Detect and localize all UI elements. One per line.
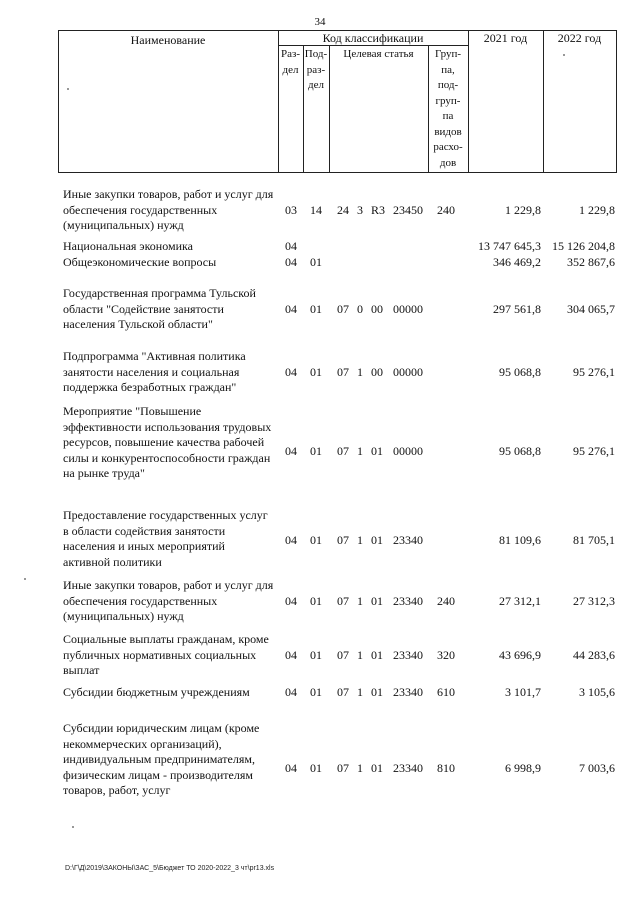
header-expense-group: Груп- па, под- груп- па видов расхо- дов: [433, 48, 463, 169]
row-amount-2021: 43 696,9: [499, 647, 541, 662]
row-target-subprogram: 1: [357, 761, 363, 776]
row-amount-2021: 95 068,8: [499, 364, 541, 379]
row-podrazdel: 01: [310, 255, 322, 269]
row-podrazdel: 01: [310, 364, 322, 379]
row-target-program: 07: [337, 364, 349, 379]
row-razdel: 04: [285, 444, 297, 459]
row-target-direction: 23340: [393, 761, 423, 776]
row-amount-2021: 81 109,6: [499, 532, 541, 547]
row-amount-2022: 81 705,1: [573, 532, 615, 547]
row-target-program: 07: [337, 685, 349, 699]
row-podrazdel: 01: [310, 685, 322, 699]
row-target-program: 24: [337, 202, 349, 217]
row-target-direction: 23340: [393, 685, 423, 699]
row-target-subprogram: 1: [357, 532, 363, 547]
row-target-program: 07: [337, 647, 349, 662]
row-target-subprogram: 1: [357, 593, 363, 608]
scan-speck: [563, 54, 565, 56]
row-amount-2022: 95 276,1: [573, 444, 615, 459]
header-name: Наименование: [130, 33, 206, 47]
row-target-subprogram: 0: [357, 301, 363, 316]
row-podrazdel: 01: [310, 532, 322, 547]
row-podrazdel: 14: [310, 202, 322, 217]
row-name: Государственная программа Тульской области "Содействие занятости населения Тульской области": [63, 286, 256, 331]
row-amount-2022: 27 312,3: [573, 593, 615, 608]
row-razdel: 04: [285, 255, 297, 269]
scan-speck: [24, 578, 26, 580]
row-razdel: 04: [285, 761, 297, 776]
row-amount-2022: 304 065,7: [567, 301, 615, 316]
row-razdel: 04: [285, 364, 297, 379]
row-target-event: 01: [371, 761, 383, 776]
scan-speck: [72, 826, 74, 828]
header-year-2021: 2021 год: [483, 31, 528, 45]
row-razdel: 04: [285, 532, 297, 547]
row-amount-2021: 27 312,1: [499, 593, 541, 608]
row-name: Иные закупки товаров, работ и услуг для обеспечения государственных (муниципальных) нужд: [63, 578, 274, 623]
row-target-event: 00: [371, 364, 383, 379]
row-target-direction: 00000: [393, 364, 423, 379]
row-podrazdel: 01: [310, 444, 322, 459]
row-target-program: 07: [337, 761, 349, 776]
row-razdel: 04: [285, 593, 297, 608]
row-podrazdel: 01: [310, 761, 322, 776]
row-expense-group: 240: [437, 202, 455, 217]
row-target-program: 07: [337, 593, 349, 608]
row-name: Иные закупки товаров, работ и услуг для обеспечения государственных (муниципальных) нужд: [63, 187, 274, 232]
row-name: Общеэкономические вопросы: [63, 255, 217, 269]
row-target-event: 01: [371, 593, 383, 608]
row-target-direction: 23340: [393, 593, 423, 608]
row-name: Мероприятие "Повышение эффективности использования трудовых ресурсов, повышение качества рабочей силы и конкурентоспособности граждан на рынке труда": [63, 404, 272, 480]
row-target-subprogram: 1: [357, 685, 363, 699]
row-amount-2021: 1 229,8: [505, 202, 541, 217]
row-target-event: R3: [371, 202, 386, 217]
file-path-footer: D:\Г\Д\2019\ЗАКОНЫ\ЗАС_5\Бюджет ТО 2020-2022_3 чт\pr13.xls: [65, 865, 275, 872]
row-razdel: 04: [285, 301, 297, 316]
header-razdel: Раз- дел: [280, 48, 300, 76]
row-name: Подпрограмма "Активная политика занятости населения и социальная поддержка безработных граждан": [63, 349, 246, 394]
row-amount-2022: 44 283,6: [573, 647, 615, 662]
row-razdel: 04: [285, 685, 297, 699]
header-year-2022: 2022 год: [557, 31, 602, 45]
row-target-direction: 23340: [393, 647, 423, 662]
row-expense-group: 320: [437, 647, 455, 662]
page-number: 34: [314, 16, 326, 28]
row-amount-2021: 3 101,7: [505, 685, 541, 699]
row-target-direction: 00000: [393, 444, 423, 459]
row-name: Национальная экономика: [63, 239, 193, 253]
row-target-direction: 23450: [393, 202, 423, 217]
row-amount-2022: 7 003,6: [579, 761, 615, 776]
row-target-event: 01: [371, 532, 383, 547]
row-target-program: 07: [337, 444, 349, 459]
header-target-article: Целевая статья: [343, 48, 414, 60]
row-amount-2021: 297 561,8: [493, 301, 541, 316]
row-target-event: 01: [371, 647, 383, 662]
row-razdel: 03: [285, 202, 297, 217]
row-target-program: 07: [337, 532, 349, 547]
row-target-direction: 00000: [393, 301, 423, 316]
header-classification: Код классификации: [322, 31, 424, 45]
header-podrazdel: Под- раз- дел: [304, 48, 328, 91]
row-podrazdel: 01: [310, 301, 322, 316]
row-amount-2022: 3 105,6: [579, 685, 615, 699]
row-amount-2021: 346 469,2: [493, 255, 541, 269]
row-target-subprogram: 1: [357, 647, 363, 662]
row-expense-group: 610: [437, 685, 455, 699]
row-target-event: 01: [371, 444, 383, 459]
row-target-event: 01: [371, 685, 383, 699]
row-target-subprogram: 3: [357, 202, 363, 217]
row-amount-2021: 6 998,9: [505, 761, 541, 776]
row-podrazdel: 01: [310, 593, 322, 608]
row-amount-2022: 15 126 204,8: [552, 239, 615, 253]
row-expense-group: 810: [437, 761, 455, 776]
row-name: Предоставление государственных услуг в области содействия занятости населения и иных мероприятий активной политики: [63, 508, 268, 569]
row-amount-2022: 1 229,8: [579, 202, 615, 217]
row-target-subprogram: 1: [357, 444, 363, 459]
row-target-program: 07: [337, 301, 349, 316]
row-razdel: 04: [285, 647, 297, 662]
row-amount-2021: 13 747 645,3: [478, 239, 541, 253]
row-amount-2022: 352 867,6: [567, 255, 615, 269]
row-target-direction: 23340: [393, 532, 423, 547]
row-amount-2022: 95 276,1: [573, 364, 615, 379]
row-name: Субсидии юридическим лицам (кроме некоммерческих организаций), индивидуальным предпринимателям, физическим лицам - производителям товаров, работ, услуг: [63, 721, 260, 797]
row-name: Социальные выплаты гражданам, кроме публичных нормативных социальных выплат: [63, 632, 269, 677]
row-amount-2021: 95 068,8: [499, 444, 541, 459]
row-razdel: 04: [285, 239, 297, 253]
row-expense-group: 240: [437, 593, 455, 608]
row-name: Субсидии бюджетным учреждениям: [63, 685, 250, 699]
scan-speck: [67, 88, 69, 90]
row-podrazdel: 01: [310, 647, 322, 662]
row-target-subprogram: 1: [357, 364, 363, 379]
row-target-event: 00: [371, 301, 383, 316]
